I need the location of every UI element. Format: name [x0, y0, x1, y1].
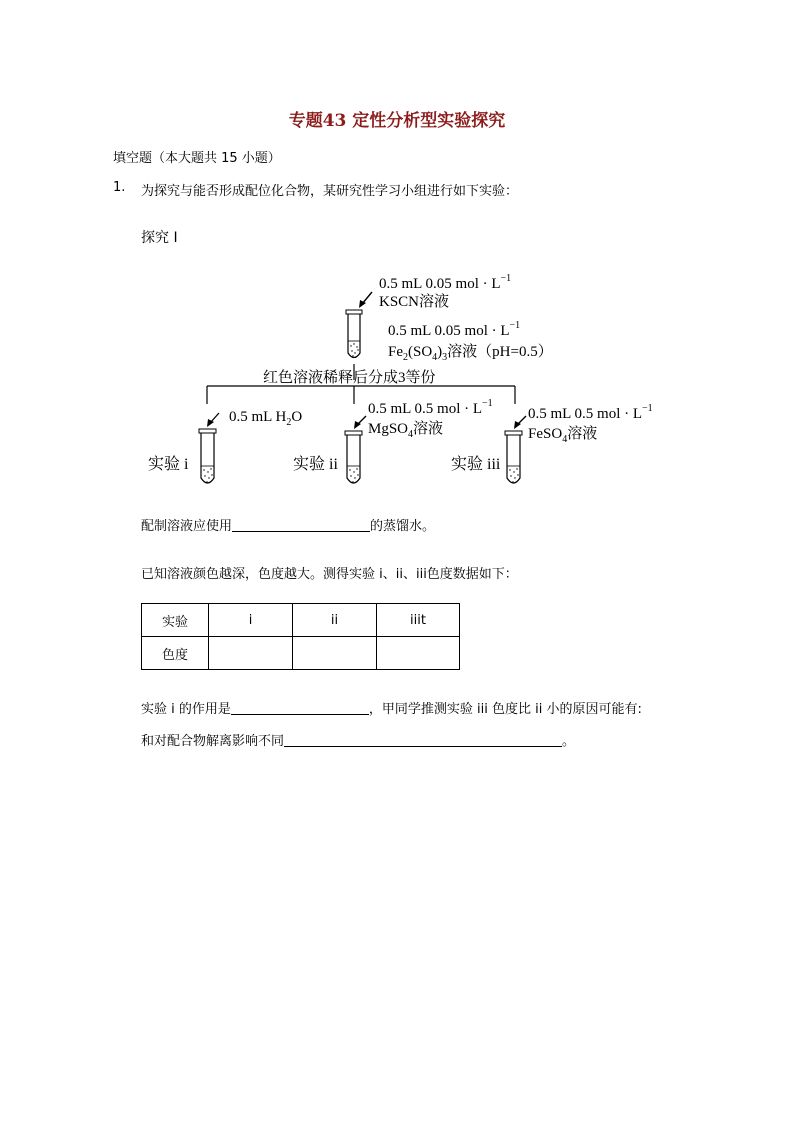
question-text: 为探究与能否形成配位化合物，某研究性学习小组进行如下实验： — [141, 184, 519, 199]
exp-iii-label: 实验 iii — [451, 456, 501, 473]
section-label: 填空题（本大题共 15 小题） — [113, 151, 281, 166]
tube-reagent-line1: 0.5 mL 0.05 mol · $L^{-1}$ — [388, 320, 521, 339]
exp-ii-reagent-line1: 0.5 mL 0.5 mol · $L^{-1}$ — [368, 398, 493, 417]
top-reagent-line1: 0.5 mL 0.05 mol · $L^{-1}$ — [379, 273, 512, 292]
answer-blank-3[interactable] — [284, 732, 562, 747]
known-line: 已知溶液颜色越深，色度越大。测得实验 i、ii、iii色度数据如下： — [141, 567, 518, 582]
answer-blank-2[interactable] — [231, 700, 369, 715]
question-number: 1. — [113, 180, 126, 195]
prepare-line — [141, 515, 435, 534]
top-reagent-line2: KSCN溶液 — [379, 294, 450, 310]
table-header-cell: i — [209, 604, 293, 637]
prepare-line-before: 配制溶液应使用 — [141, 519, 233, 534]
table-row — [142, 637, 460, 670]
page-title: 专题43 定性分析型实验探究 — [288, 111, 506, 131]
table-header-cell: 实验 — [142, 604, 209, 637]
table-cell[interactable] — [293, 637, 377, 670]
tube-reagent-line2: $Fe_2(SO_4)_3$溶液（pH=0.5） — [388, 344, 553, 363]
exp-ii-reagent-line2: MgSO$_4$溶液 — [368, 421, 444, 440]
table-cell[interactable] — [209, 637, 293, 670]
exp-ii-label: 实验 ii — [293, 456, 338, 473]
reason-line-after: 。 — [562, 734, 576, 749]
chroma-table — [141, 603, 460, 670]
table-cell[interactable] — [377, 637, 460, 670]
prepare-line-after: 的蒸馏水。 — [370, 519, 436, 534]
exp-i-label: 实验 i — [148, 456, 189, 473]
split-label: 红色溶液稀释后分成3等份 — [263, 370, 436, 386]
table-header-cell: ii — [293, 604, 377, 637]
inquiry-label: 探究 I — [141, 230, 178, 246]
exp-iii-reagent-line1: 0.5 mL 0.5 mol · $L^{-1}$ — [528, 403, 653, 422]
experiment-diagram — [0, 0, 794, 500]
table-row — [142, 604, 460, 637]
reason-line — [141, 730, 575, 749]
role-line — [141, 698, 642, 717]
exp-iii-reagent-line2: FeSO$_4$溶液 — [528, 426, 598, 445]
exp-i-reagent: 0.5 mL $H_2O$ — [229, 409, 303, 428]
table-row-label: 色度 — [142, 637, 209, 670]
role-line-after: ，甲同学推测实验 iii 色度比 ii 小的原因可能有: — [368, 702, 642, 717]
role-line-before: 实验 i 的作用是 — [141, 702, 231, 717]
table-header-cell: iiit — [377, 604, 460, 637]
reason-line-before: 和对配合物解离影响不同 — [141, 734, 285, 749]
answer-blank-1[interactable] — [232, 517, 370, 532]
